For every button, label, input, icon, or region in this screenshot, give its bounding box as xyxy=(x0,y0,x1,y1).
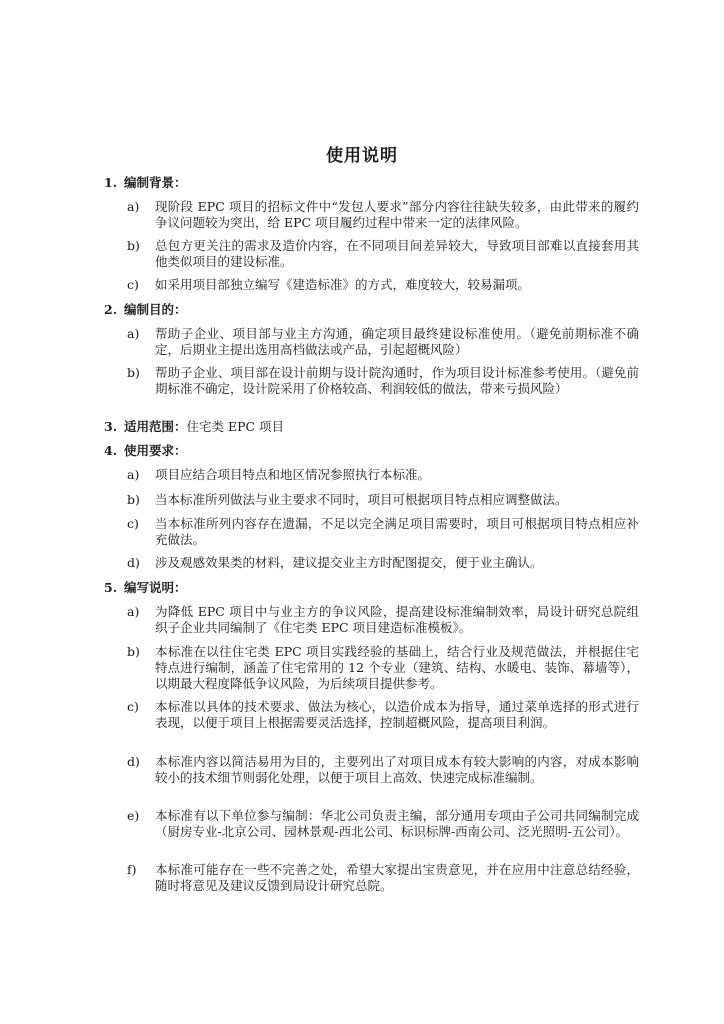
item-marker: b) xyxy=(127,492,140,507)
section-2-heading xyxy=(104,302,187,318)
item-marker: c) xyxy=(127,277,139,292)
item-marker: c) xyxy=(127,516,139,531)
item-text: 项目应结合项目特点和地区情况参照执行本标准。 xyxy=(155,467,431,482)
section-5-heading xyxy=(104,580,187,596)
section-number: 5. xyxy=(104,580,118,595)
item-text: 帮助子企业、项目部在设计前期与设计院沟通时，作为项目设计标准参考使用。（避免前期标准不确定，设计院采用了价格较高、利润较低的做法，带来亏损风险） xyxy=(155,365,639,396)
item-marker: d) xyxy=(127,555,140,570)
section-title: 编写说明： xyxy=(124,580,187,595)
section-1-heading xyxy=(104,175,187,191)
item-marker: a) xyxy=(127,604,140,619)
section-inline-text: 住宅类 EPC 项目 xyxy=(186,419,285,434)
section-3-heading xyxy=(104,419,284,435)
item-marker: e) xyxy=(127,808,140,823)
section-number: 2. xyxy=(104,302,118,317)
section-number: 1. xyxy=(104,175,118,190)
item-text: 如采用项目部独立编写《建造标准》的方式，难度较大，较易漏项。 xyxy=(155,277,531,292)
section-title: 使用要求： xyxy=(124,443,187,458)
item-marker: d) xyxy=(127,754,140,769)
section-4-heading xyxy=(104,443,187,459)
section-title: 适用范围： xyxy=(124,419,187,434)
item-marker: b) xyxy=(127,644,140,659)
item-marker: a) xyxy=(127,326,140,341)
item-marker: c) xyxy=(127,699,139,714)
item-text: 本标准在以往住宅类 EPC 项目实践经验的基础上，结合行业及规范做法，并根据住宅特点进行编制，涵盖了住宅常用的 12 个专业（建筑、结构、水暖电、装饰、幕墙等），以期最大程度降低争议风险，为后续项目提供参考。 xyxy=(155,644,639,691)
item-marker: a) xyxy=(127,199,140,214)
item-marker: b) xyxy=(127,365,140,380)
item-text: 本标准可能存在一些不完善之处，希望大家提出宝贵意见，并在应用中注意总结经验，随时将意见及建议反馈到局设计研究总院。 xyxy=(155,862,639,893)
section-title: 编制背景： xyxy=(124,175,187,190)
item-marker: f) xyxy=(127,862,137,877)
section-number: 3. xyxy=(104,419,118,434)
section-number: 4. xyxy=(104,443,118,458)
item-text: 当本标准所列内容存在遗漏，不足以完全满足项目需要时，项目可根据项目特点相应补充做法。 xyxy=(155,516,639,547)
item-text: 为降低 EPC 项目中与业主方的争议风险，提高建设标准编制效率，局设计研究总院组织子企业共同编制了《住宅类 EPC 项目建造标准模板》。 xyxy=(155,604,639,635)
item-text: 本标准有以下单位参与编制：华北公司负责主编，部分通用专项由子公司共同编制完成（厨房专业-北京公司、园林景观-西北公司、标识标牌-西南公司、泛光照明-五公司）。 xyxy=(155,808,639,839)
item-text: 涉及观感效果类的材料，建议提交业主方时配图提交，便于业主确认。 xyxy=(155,555,543,570)
item-text: 总包方更关注的需求及造价内容，在不同项目间差异较大，导致项目部难以直接套用其他类似项目的建设标准。 xyxy=(155,238,639,269)
item-text: 帮助子企业、项目部与业主方沟通，确定项目最终建设标准使用。（避免前期标准不确定，后期业主提出选用高档做法或产品，引起超概风险） xyxy=(155,326,639,357)
item-text: 当本标准所列做法与业主要求不同时，项目可根据项目特点相应调整做法。 xyxy=(155,492,568,507)
item-text: 现阶段 EPC 项目的招标文件中“发包人要求”部分内容往往缺失较多，由此带来的履约争议问题较为突出，给 EPC 项目履约过程中带来一定的法律风险。 xyxy=(155,199,639,230)
item-marker: b) xyxy=(127,238,140,253)
item-text: 本标准内容以简洁易用为目的，主要列出了对项目成本有较大影响的内容，对成本影响较小的技术细节则弱化处理，以便于项目上高效、快速完成标准编制。 xyxy=(155,754,639,785)
item-text: 本标准以具体的技术要求、做法为核心，以造价成本为指导，通过菜单选择的形式进行表现，以便于项目上根据需要灵活选择，控制超概风险，提高项目利润。 xyxy=(155,699,639,730)
section-title: 编制目的： xyxy=(124,302,187,317)
page-title: 使用说明 xyxy=(326,146,398,166)
item-marker: a) xyxy=(127,467,140,482)
